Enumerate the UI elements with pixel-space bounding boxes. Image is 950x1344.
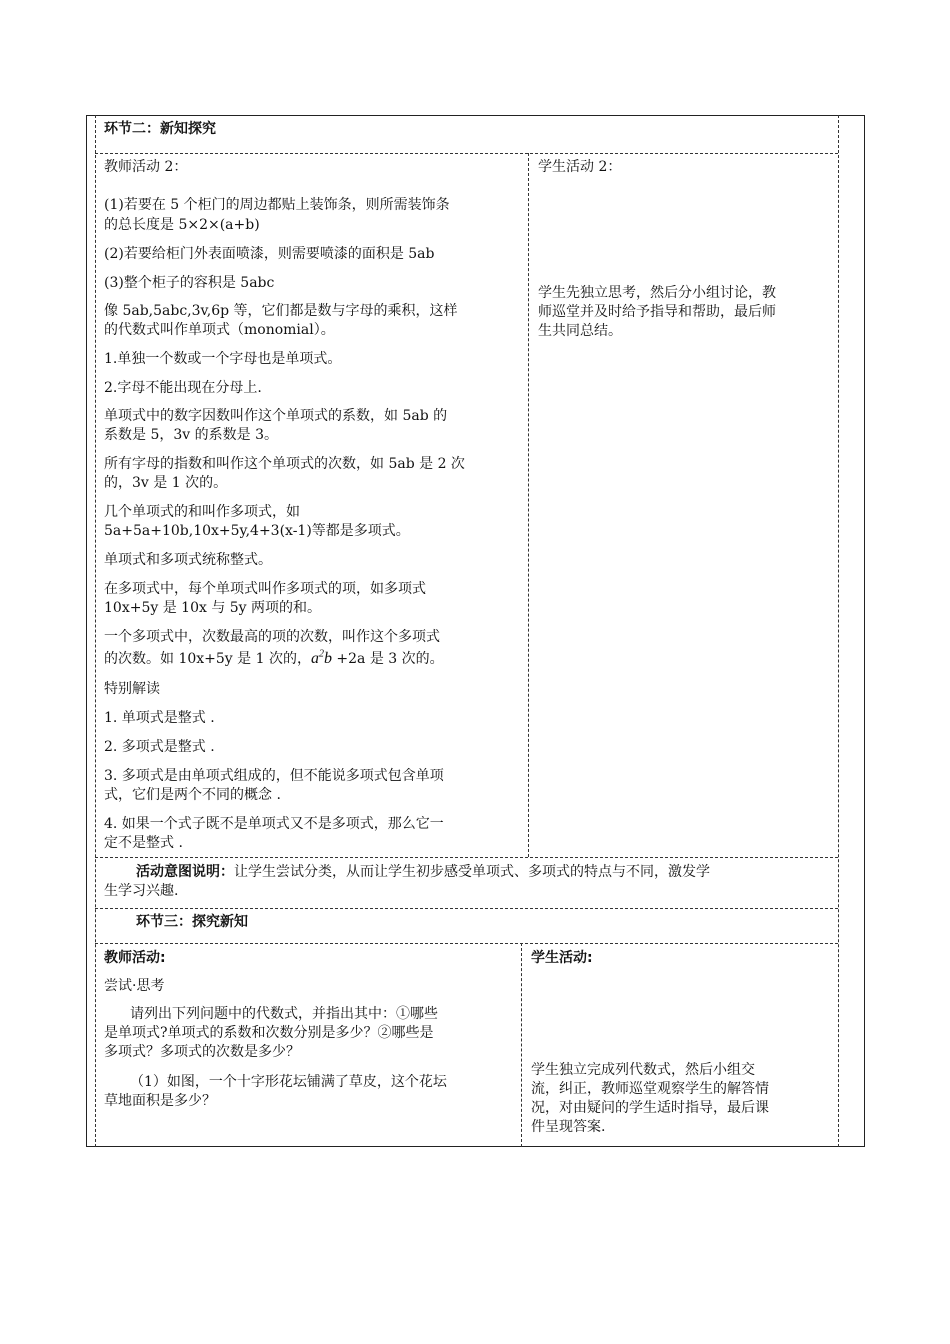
text-line: 单项式和多项式统称整式。 xyxy=(104,552,272,568)
text-line: (1)若要在 5 个柜门的周边都贴上装饰条，则所需装饰条 xyxy=(104,197,450,213)
text-line: 像 5ab,5abc,3v,6p 等，它们都是数与字母的乘积，这样 xyxy=(104,303,458,319)
column-divider xyxy=(528,153,529,857)
text-fragment: +2a 是 3 次的。 xyxy=(336,651,444,667)
text-line: 是单项式?单项式的系数和次数分别是多少？②哪些是 xyxy=(104,1025,434,1041)
text-line: 5a+5a+10b,10x+5y,4+3(x-1)等都是多项式。 xyxy=(104,523,410,539)
table-inner-left-border xyxy=(95,115,96,1147)
text-line: 所有字母的指数和叫作这个单项式的次数，如 5ab 是 2 次 xyxy=(104,456,465,472)
text-line: 多项式？多项式的次数是多少？ xyxy=(104,1044,300,1060)
text-line: （1）如图，一个十字形花坛铺满了草皮，这个花坛 xyxy=(130,1074,447,1090)
activity-intent-text-continued: 生学习兴趣. xyxy=(104,883,179,899)
text-line: 师巡堂并及时给予指导和帮助，最后师 xyxy=(538,304,776,320)
text-line xyxy=(104,649,444,669)
table-inner-right-border xyxy=(838,115,839,1147)
row-divider xyxy=(95,943,838,944)
activity-intent-label: 活动意图说明： xyxy=(136,864,234,880)
text-line: 3. 多项式是由单项式组成的，但不能说多项式包含单项 xyxy=(104,768,444,784)
row-divider xyxy=(95,908,838,909)
text-line: 请列出下列问题中的代数式，并指出其中：①哪些 xyxy=(130,1006,438,1022)
text-line: 特别解读 xyxy=(104,681,160,697)
text-line: 2. 多项式是整式 . xyxy=(104,739,215,755)
text-line: 学生先独立思考，然后分小组讨论，教 xyxy=(538,285,776,301)
section2-heading: 环节二：新知探究 xyxy=(104,121,216,137)
text-line: 1.单独一个数或一个字母也是单项式。 xyxy=(104,351,342,367)
text-line: 流，纠正，教师巡堂观察学生的解答情 xyxy=(531,1081,769,1097)
text-line: 生共同总结。 xyxy=(538,323,622,339)
row-divider xyxy=(95,857,838,858)
text-fragment: 的次数。如 10x+5y 是 1 次的， xyxy=(104,651,311,667)
text-line: 单项式中的数字因数叫作这个单项式的系数，如 5ab 的 xyxy=(104,408,448,424)
math-expression xyxy=(311,650,332,667)
text-line: 式，它们是两个不同的概念 . xyxy=(104,787,281,803)
student-activity-2-title: 学生活动 2： xyxy=(538,159,622,175)
math-exponent: 2 xyxy=(318,648,324,660)
activity-intent-line xyxy=(136,863,710,882)
text-line: 学生独立完成列代数式，然后小组交 xyxy=(531,1062,755,1078)
text-line: 的，3v 是 1 次的。 xyxy=(104,475,228,491)
activity-intent-text: 让学生尝试分类，从而让学生初步感受单项式、多项式的特点与不同，激发学 xyxy=(234,864,710,880)
text-line: 2.字母不能出现在分母上. xyxy=(104,380,262,396)
student-activity-title: 学生活动: xyxy=(531,950,593,966)
row-divider xyxy=(95,153,838,154)
section3-heading: 环节三：探究新知 xyxy=(136,914,248,930)
column-divider xyxy=(521,943,522,1147)
text-line: 草地面积是多少？ xyxy=(104,1093,216,1109)
text-line: 1. 单项式是整式 . xyxy=(104,710,215,726)
text-line: 在多项式中，每个单项式叫作多项式的项，如多项式 xyxy=(104,581,426,597)
teacher-activity-2-title: 教师活动 2： xyxy=(104,159,188,175)
text-line: 10x+5y 是 10x 与 5y 两项的和。 xyxy=(104,600,322,616)
text-line: 4. 如果一个式子既不是单项式又不是多项式，那么它一 xyxy=(104,816,444,832)
text-line: (3)整个柜子的容积是 5abc xyxy=(104,275,275,291)
text-line: 件呈现答案. xyxy=(531,1119,606,1135)
text-line: 的总长度是 5×2×(a+b) xyxy=(104,217,260,233)
text-line: 一个多项式中，次数最高的项的次数，叫作这个多项式 xyxy=(104,629,440,645)
text-line: 的代数式叫作单项式（monomial）。 xyxy=(104,322,335,338)
math-base-b: b xyxy=(323,650,332,667)
math-base-a: a xyxy=(310,650,319,667)
text-line: 几个单项式的和叫作多项式，如 xyxy=(104,504,300,520)
text-line: 系数是 5，3v 的系数是 3。 xyxy=(104,427,278,443)
text-line: 况，对由疑问的学生适时指导，最后课 xyxy=(531,1100,769,1116)
text-line: (2)若要给柜门外表面喷漆，则需要喷漆的面积是 5ab xyxy=(104,246,435,262)
text-line: 尝试·思考 xyxy=(104,978,165,994)
text-line: 定不是整式 . xyxy=(104,835,183,851)
teacher-activity-title: 教师活动: xyxy=(104,950,166,966)
